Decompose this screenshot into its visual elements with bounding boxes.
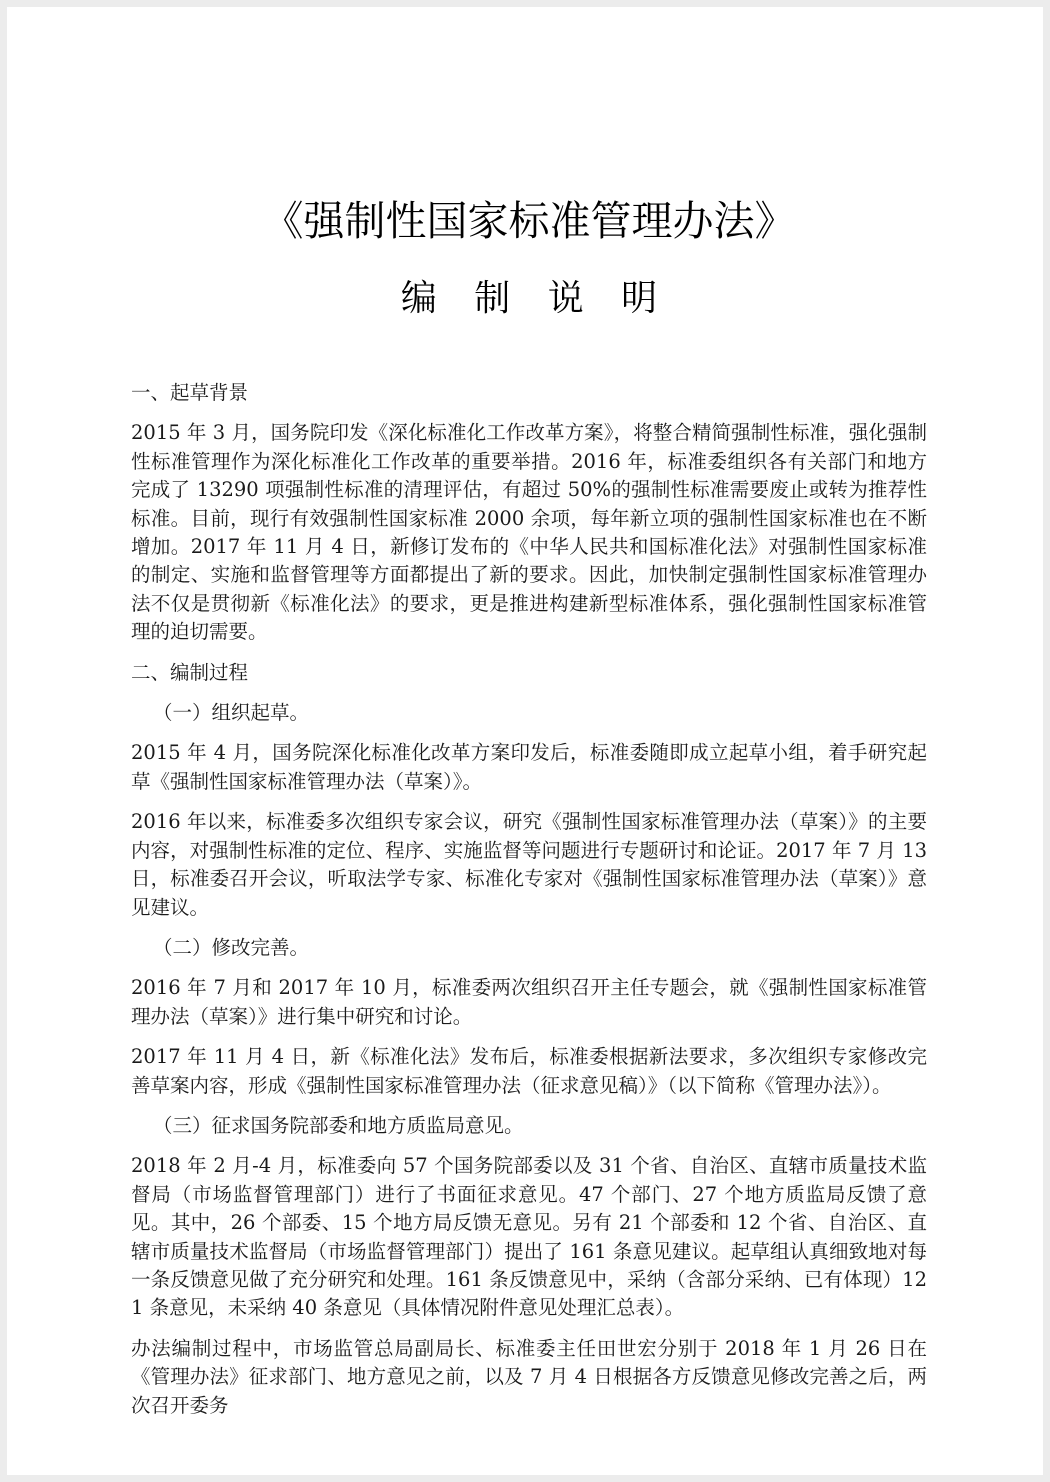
section-heading: 二、编制过程 — [131, 660, 249, 684]
sub-heading: （三）征求国务院部委和地方质监局意见。 — [153, 1113, 524, 1137]
page-content-area — [131, 7, 927, 1420]
sub-heading: （二）修改完善。 — [153, 935, 310, 959]
body-paragraph: 办法编制过程中，市场监管总局副局长、标准委主任田世宏分别于 2018 年 1 月 26 日在《管理办法》征求部门、地方意见之前，以及 7 月 4 日根据各方反馈意见修改完善之后，两次召开委务 — [131, 1336, 927, 1417]
document-body — [131, 317, 927, 1420]
body-paragraph: 2017 年 11 月 4 日，新《标准化法》发布后，标准委根据新法要求，多次组织专家修改完善草案内容，形成《强制性国家标准管理办法（征求意见稿）》（以下简称《管理办法》）。 — [131, 1045, 927, 1097]
sub-heading: （一）组织起草。 — [153, 701, 310, 725]
body-paragraph: 2018 年 2 月-4 月，标准委向 57 个国务院部委以及 31 个省、自治区、直辖市质量技术监督局（市场监督管理部门）进行了书面征求意见。47 个部门、27 个地方质监局反馈了意见。其中，26 个部委、15 个地方局反馈无意见。另有 21 个部委和 12 个省、自治区、直辖市质量技术监督局（市场监督管理部门）提出了 161 条意见建议。起草组认真细致地对每一条反馈意见做了充分研究和处理。161 条反馈意见中，采纳（含部分采纳、已有体现）121 条意见，未采纳 40 条意见（具体情况附件意见处理汇总表）。 — [131, 1154, 927, 1320]
page-subtitle: 编 制 说 明 — [400, 278, 671, 319]
body-paragraph: 2015 年 3 月，国务院印发《深化标准化工作改革方案》，将整合精简强制性标准，强化强制性标准管理作为深化标准化工作改革的重要举措。2016 年，标准委组织各有关部门和地方完成了 13290 项强制性标准的清理评估，有超过 50%的强制性标准需要废止或转为推荐性标准。目前，现行有效强制性国家标准 2000 余项，每年新立项的强制性国家标准也在不断增加。2017 年 11 月 4 日，新修订发布的《中华人民共和国标准化法》对强制性国家标准的制定、实施和监督管理等方面都提出了新的要求。因此，加快制定强制性国家标准管理办法不仅是贯彻新《标准化法》的要求，更是推进构建新型标准体系，强化强制性国家标准管理的迫切需要。 — [131, 421, 927, 644]
section-heading: 一、起草背景 — [131, 381, 249, 404]
page-title: 《强制性国家标准管理办法》 — [262, 197, 796, 245]
body-paragraph: 2016 年以来，标准委多次组织专家会议，研究《强制性国家标准管理办法（草案）》的主要内容，对强制性标准的定位、程序、实施监督等问题进行专题研讨和论证。2017 年 7 月 13 日，标准委召开会议，听取法学专家、标准化专家对《强制性国家标准管理办法（草案）》意见建议。 — [131, 810, 927, 919]
body-paragraph: 2016 年 7 月和 2017 年 10 月，标准委两次组织召开主任专题会，就《强制性国家标准管理办法（草案）》进行集中研究和讨论。 — [131, 976, 927, 1028]
body-paragraph: 2015 年 4 月，国务院深化标准化改革方案印发后，标准委随即成立起草小组，着手研究起草《强制性国家标准管理办法（草案）》。 — [131, 741, 927, 793]
document-page — [7, 7, 1043, 1475]
